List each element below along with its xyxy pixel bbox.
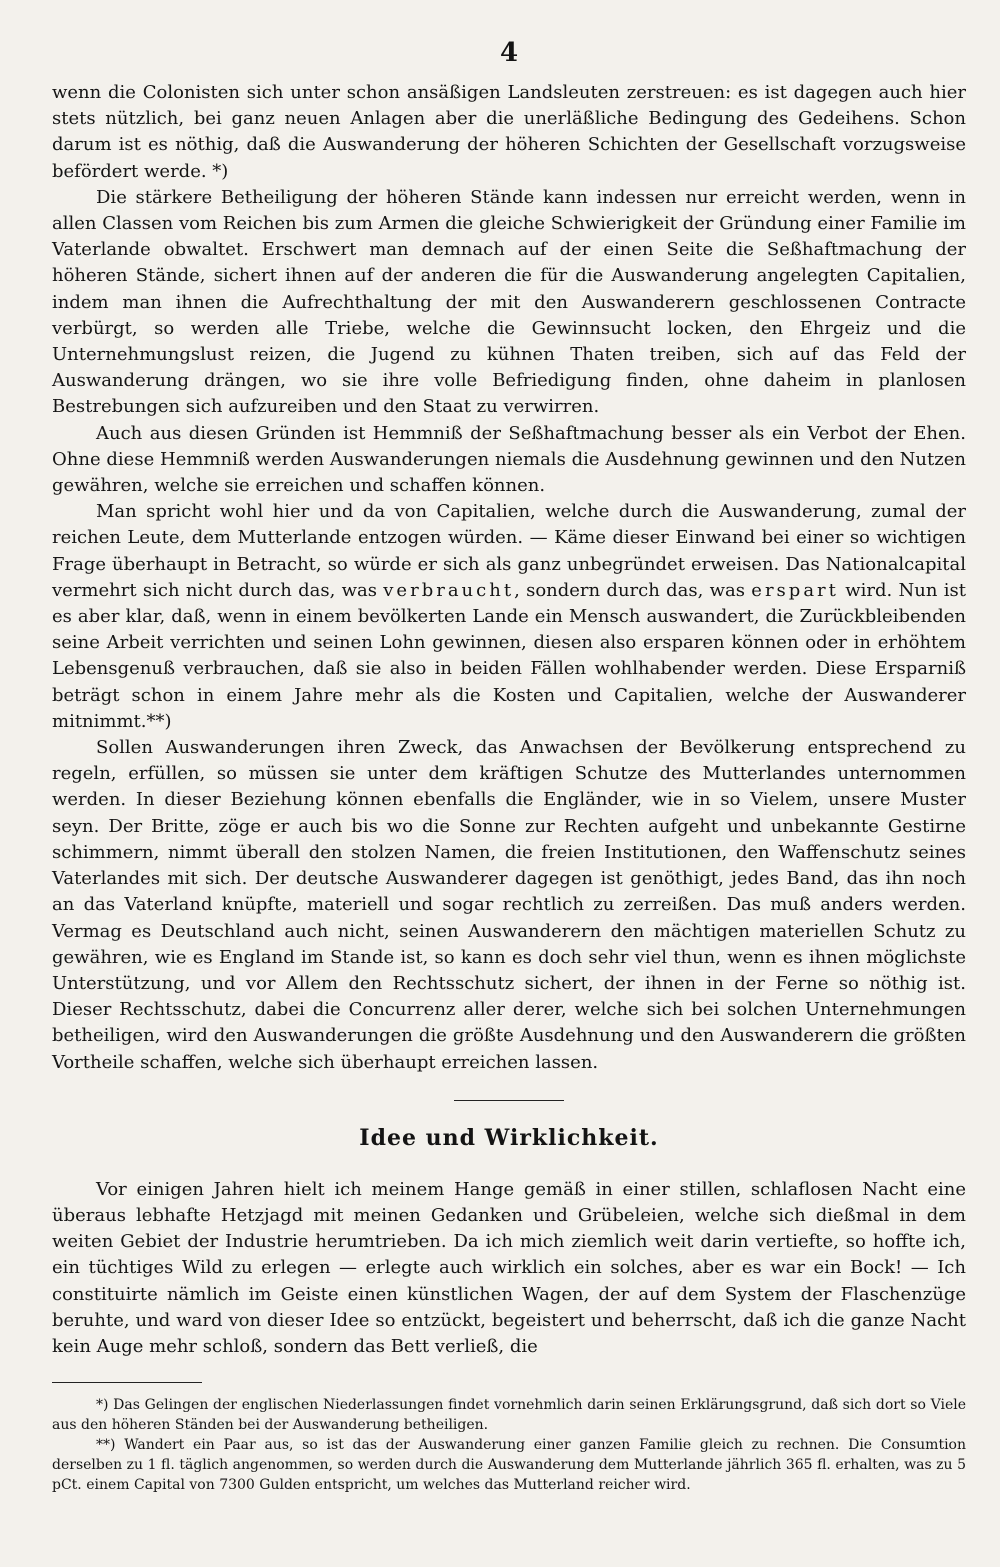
section-heading: Idee und Wirklichkeit. [359,1124,659,1151]
document-page [52,40,966,1495]
footnote-2: **) Wandert ein Paar aus, so ist das der Auswanderung einer ganzen Familie gleich zu rechnen. Die Consumtion derselben zu 1 fl. täglich angenommen, so werden durch die Auswanderung dem Mutterlande jährlich 365 fl. erhalten, was zu 5 pCt. einem Capital von 7300 Gulden entspricht, um welches das Mutterland reicher wird. [52,1437,966,1494]
paragraph-betheiligung: Die stärkere Betheiligung der höheren Stände kann indessen nur erreicht werden, wenn in allen Classen vom Reichen bis zum Armen die gleiche Schwierigkeit der Gründung einer Familie im Vaterlande obwaltet. Erschwert man demnach auf der einen Seite die Seßhaftmachung der höheren Stände, sichert ihnen auf der anderen die für die Auswanderung angelegten Capitalien, indem man ihnen die Aufrechthaltung der mit den Auswanderern geschlossenen Contracte verbürgt, so werden alle Triebe, welche die Gewinnsucht locken, den Ehrgeiz und die Unternehmungslust reizen, die Jugend zu kühnen Thaten treiben, sich auf das Feld der Auswanderung drängen, wo sie ihre volle Befriedigung finden, ohne daheim in planlosen Bestrebungen sich aufzureiben und den Staat zu verwirren. [52,186,966,418]
emphasis-erspart: erspart [751,579,839,601]
paragraph-continuation: wenn die Colonisten sich unter schon ansäßigen Landsleuten zerstreuen: es ist dagegen auch hier stets nützlich, bei ganz neuen Anlagen aber die unerläßliche Bedingung des Gedeihens. Schon darum ist es nöthig, daß die Auswanderung der höheren Schichten der Gesellschaft vorzugsweise befördert werde. *) [52,82,966,182]
paragraph-capitalien-text-3: wird. Nun ist es aber klar, daß, wenn in einem bevölkerten Lande ein Mensch auswandert, die Zurückbleibenden seine Arbeit verrichten und seinen Lohn gewinnen, diesen also ersparen können oder in erhöhtem Lebensgenuß verbrauchen, daß sie also in beiden Fällen wohlhabender werden. Diese Ersparniß beträgt schon in einem Jahre mehr als die Kosten und Capitalien, welche der Auswanderer mitnimmt.**) [52,579,966,732]
emphasis-verbraucht: verbraucht [383,579,515,601]
paragraph-capitalien-text-2: , sondern durch das, was [514,579,745,601]
paragraph-capitalien [52,499,966,735]
footnote-1: *) Das Gelingen der englischen Niederlassungen findet vornehmlich darin seinen Erklärungsgrund, daß sich dort so Viele aus den höheren Ständen bei der Auswanderung betheiligen. [52,1397,966,1434]
paragraph-hemmniss: Auch aus diesen Gründen ist Hemmniß der Seßhaftmachung besser als ein Verbot der Ehen. Ohne diese Hemmniß werden Auswanderungen niemals die Ausdehnung gewinnen und den Nutzen gewähren, welche sie erreichen und schaffen können. [52,422,966,497]
footnote-divider [52,1382,202,1383]
section-divider [454,1100,564,1101]
page-number: 4 [499,38,519,68]
paragraph-idee: Vor einigen Jahren hielt ich meinem Hange gemäß in einer stillen, schlaflosen Nacht eine überaus lebhafte Hetzjagd mit meinen Gedanken und Grübeleien, welche sich dießmal in dem weiten Gebiet der Industrie herumtrieben. Da ich mich ziemlich weit darin vertiefte, so hoffte ich, ein tüchtiges Wild zu erlegen — erlegte auch wirklich ein solches, aber es war ein Bock! — Ich constituirte nämlich im Geiste einen künstlichen Wagen, der auf dem System der Flaschenzüge beruhte, und ward von dieser Idee so entzückt, begeistert und beherrscht, daß ich die ganze Nacht kein Auge mehr schloß, sondern das Bett verließ, die [52,1178,966,1357]
paragraph-capitalien-text-1: Man spricht wohl hier und da von Capitalien, welche durch die Auswanderung, zumal der reichen Leute, dem Mutterlande entzogen würden. — Käme dieser Einwand bei einer so wichtigen Frage überhaupt in Betracht, so würde er sich als ganz unbegründet erweisen. Das Nationalcapital vermehrt sich nicht durch das, was [52,501,966,601]
paragraph-schutz: Sollen Auswanderungen ihren Zweck, das Anwachsen der Bevölkerung entsprechend zu regeln, erfüllen, so müssen sie unter dem kräftigen Schutze des Mutterlandes unternommen werden. In dieser Beziehung können ebenfalls die Engländer, wie in so Vielem, unsere Muster seyn. Der Britte, zöge er auch bis wo die Sonne zur Rechten aufgeht und unbekannte Gestirne schimmern, nimmt überall den stolzen Namen, die freien Institutionen, den Waffenschutz seines Vaterlandes mit sich. Der deutsche Auswanderer dagegen ist genöthigt, jedes Band, das ihn noch an das Vaterland knüpfte, materiell und sogar rechtlich zu zerreißen. Das muß anders werden. Vermag es Deutschland auch nicht, seinen Auswanderern den mächtigen materiellen Schutz zu gewähren, wie es England im Stande ist, so kann es doch sehr viel thun, wenn es ihnen möglichste Unterstützung, und vor Allem den Rechtsschutz sichert, der ihnen in der Ferne so nöthig ist. Dieser Rechtsschutz, dabei die Concurrenz aller derer, welche sich bei solchen Unternehmungen betheiligen, wird den Auswanderungen die größte Ausdehnung und den Auswanderern die größten Vortheile schaffen, welche sich überhaupt erreichen lassen. [52,737,966,1073]
